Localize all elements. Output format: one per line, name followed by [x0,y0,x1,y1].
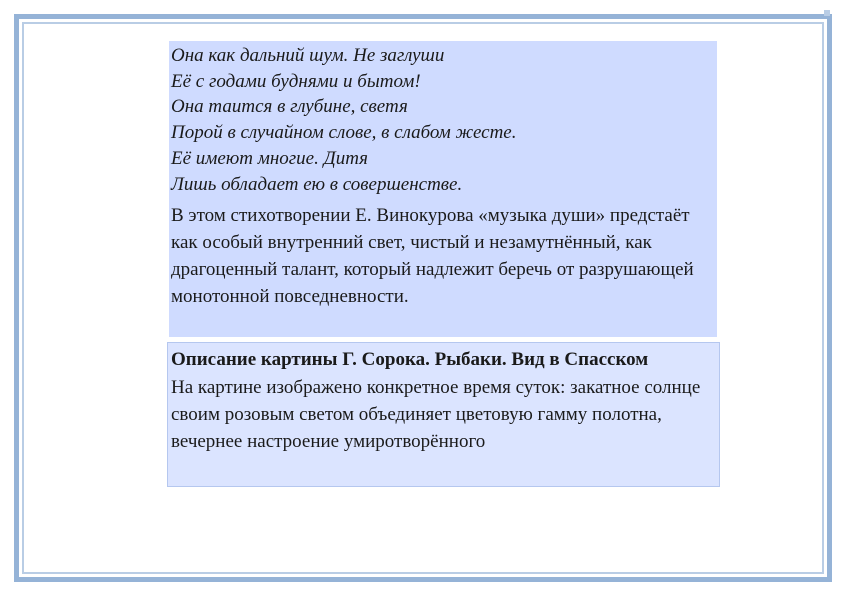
poem-stanza [171,43,717,197]
poem-commentary: В этом стихотворении Е. Винокурова «музыка души» предстаёт как особый внутренний свет, чистый и незамутнённый, как драгоценный талант, который надлежит беречь от разрушающей монотонной повседневности. [171,205,694,308]
poem-line: Лишь обладает ею в совершенстве. [171,173,463,195]
poem-line: Её имеют многие. Дитя [171,147,368,169]
poem-line: Она как дальний шум. Не заглуши [171,45,445,66]
slide-border-corner [824,10,830,16]
painting-description-box [167,342,720,487]
poem-line: Её с годами буднями и бытом! [171,70,421,92]
painting-description-title: Описание картины Г. Сорока. Рыбаки. Вид в Спасском [171,349,649,370]
poem-line: Порой в случайном слове, в слабом жесте. [171,122,517,144]
poem-text-box [169,41,717,337]
poem-line: Она таится в глубине, светя [171,96,408,118]
painting-description-text: На картине изображено конкретное время суток: закатное солнце своим розовым светом объединяет цветовую гамму полотна, вечернее настроение умиротворённого [171,377,701,452]
